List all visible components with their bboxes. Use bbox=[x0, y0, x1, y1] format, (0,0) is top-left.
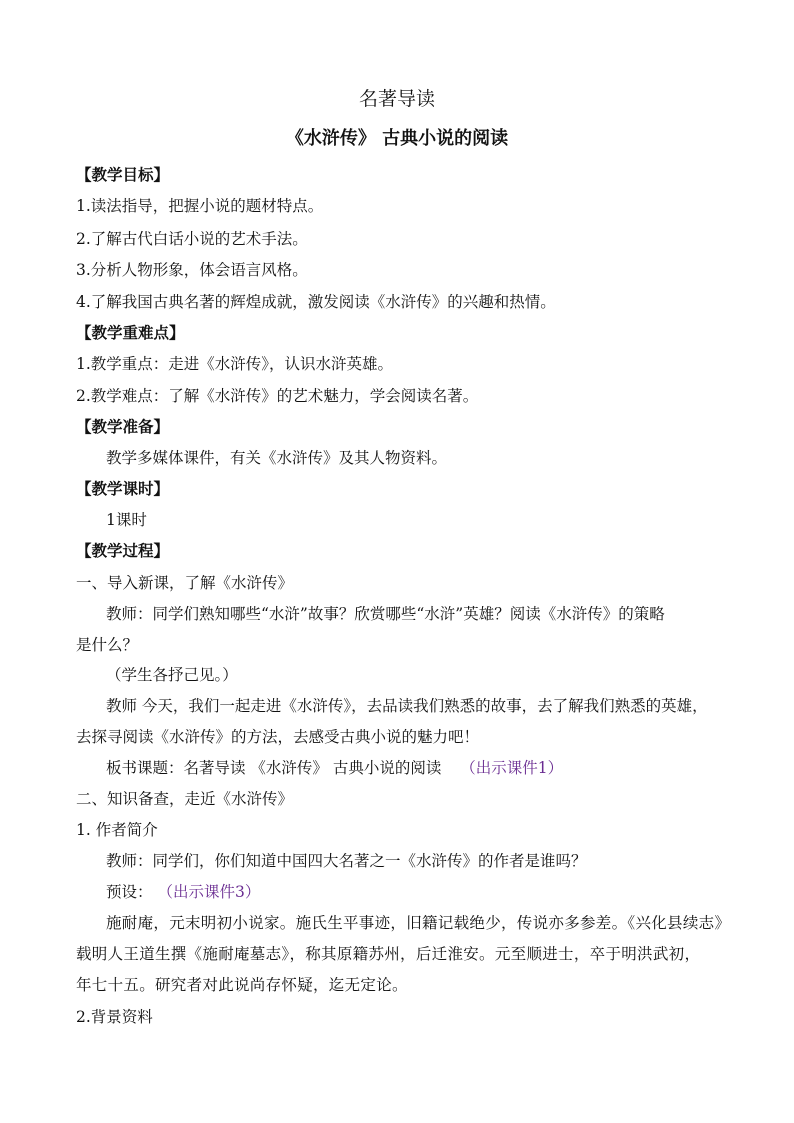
prep-text: 教学多媒体课件，有关《水浒传》及其人物资料。 bbox=[106, 449, 448, 467]
key-item: 2.教学难点：了解《水浒传》的艺术魅力，学会阅读名著。 bbox=[76, 387, 479, 405]
prep-heading: 【教学准备】 bbox=[76, 417, 170, 436]
author-question: 教师：同学们，你们知道中国四大名著之一《水浒传》的作者是谁吗？ bbox=[106, 852, 587, 870]
author-preset-label: 预设： bbox=[106, 883, 153, 901]
author-preset bbox=[106, 881, 718, 903]
author-heading: 1. 作者简介 bbox=[76, 821, 158, 839]
key-item: 1.教学重点：走进《水浒传》，认识水浒英雄。 bbox=[76, 355, 394, 373]
goal-item: 3.分析人物形象，体会语言风格。 bbox=[76, 261, 308, 279]
goal-item: 4.了解我国古典名著的辉煌成就，激发阅读《水浒传》的兴趣和热情。 bbox=[76, 293, 556, 311]
part1-paragraph: 教师 今天，我们一起走进《水浒传》，去品读我们熟悉的故事，去了解我们熟悉的英雄， bbox=[106, 697, 708, 715]
courseware-note: （出示课件3） bbox=[157, 883, 261, 901]
goal-item: 1.读法指导，把握小说的题材特点。 bbox=[76, 197, 324, 215]
author-bio: 载明人王道生撰《施耐庵墓志》，称其原籍苏州，后迁淮安。元至顺进士，卒于明洪武初， bbox=[76, 945, 701, 963]
goals-heading: 【教学目标】 bbox=[76, 165, 170, 184]
board-title bbox=[106, 757, 718, 779]
hours-text: 1课时 bbox=[106, 511, 147, 529]
author-bio: 年七十五。研究者对此说尚存怀疑，迄无定论。 bbox=[76, 976, 408, 994]
board-title-text: 板书课题：名著导读 《水浒传》 古典小说的阅读 bbox=[106, 759, 442, 777]
part1-paragraph: 是什么？ bbox=[76, 636, 139, 654]
courseware-note: （出示课件1） bbox=[460, 759, 564, 777]
document-title: 名著导读 bbox=[358, 88, 435, 110]
background-heading: 2.背景资料 bbox=[76, 1008, 153, 1026]
hours-heading: 【教学课时】 bbox=[76, 479, 170, 498]
part1-paragraph: 教师：同学们熟知哪些“水浒”故事？欣赏哪些“水浒”英雄？阅读《水浒传》的策略 bbox=[106, 605, 665, 623]
part2-heading: 二、知识备查，走近《水浒传》 bbox=[76, 790, 294, 808]
process-heading: 【教学过程】 bbox=[76, 541, 170, 560]
key-heading: 【教学重难点】 bbox=[76, 323, 185, 342]
goal-item: 2.了解古代白话小说的艺术手法。 bbox=[76, 230, 308, 248]
part1-paragraph: （学生各抒己见。） bbox=[106, 666, 238, 684]
document-subtitle: 《水浒传》 古典小说的阅读 bbox=[285, 128, 509, 149]
part1-paragraph: 去探寻阅读《水浒传》的方法，去感受古典小说的魅力吧！ bbox=[76, 728, 480, 746]
part1-heading: 一、导入新课，了解《水浒传》 bbox=[76, 574, 294, 592]
author-bio: 施耐庵，元末明初小说家。施氏生平事迹，旧籍记载绝少，传说亦多参差。《兴化县续志》 bbox=[106, 914, 731, 932]
